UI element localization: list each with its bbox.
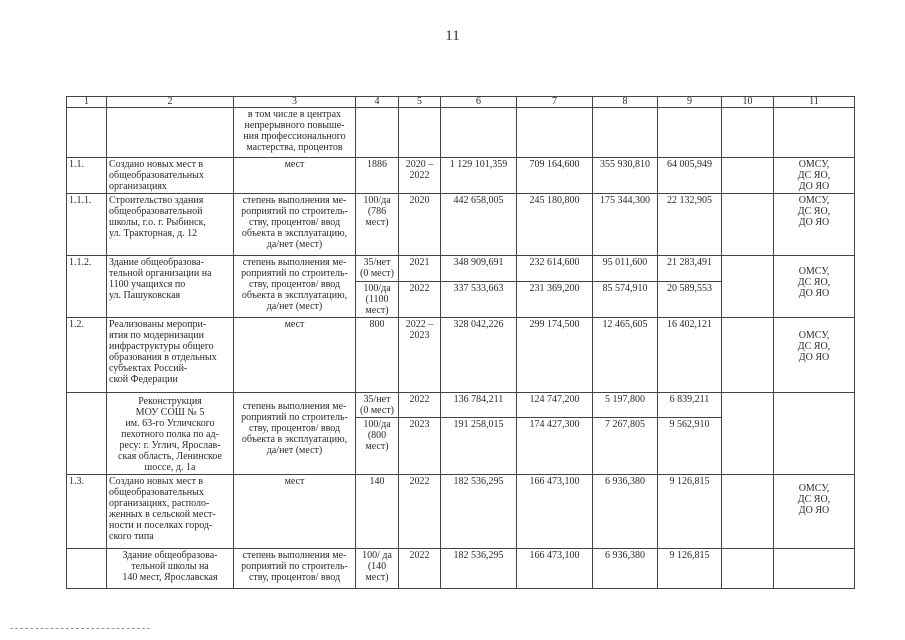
col-num-5: 5 xyxy=(399,97,441,108)
cell-c7: 174 427,300 xyxy=(517,418,593,475)
cell-name: Создано новых мест в общеобразовательных организациях, располо- женных в сельской мест- ности и поселках город- ского типа xyxy=(107,475,234,549)
cell-exec: ОМСУ, ДС ЯО, ДО ЯО xyxy=(774,194,855,256)
col-num-6: 6 xyxy=(441,97,517,108)
cell-c7: 166 473,100 xyxy=(517,475,593,549)
cell-c9: 21 283,491 xyxy=(658,256,722,282)
col-num-2: 2 xyxy=(107,97,234,108)
table-row xyxy=(67,318,855,393)
cell-c7 xyxy=(517,108,593,158)
cell-c7: 709 164,600 xyxy=(517,158,593,194)
cell-year: 2022 xyxy=(399,282,441,318)
table-row xyxy=(67,549,855,589)
cell-c7: 231 369,200 xyxy=(517,282,593,318)
cell-c8: 95 011,600 xyxy=(593,256,658,282)
cell-c8 xyxy=(593,108,658,158)
cell-num xyxy=(67,393,107,475)
cell-c10 xyxy=(722,194,774,256)
cell-name: Реализованы меропри- ятия по модернизации инфраструктуры общего образования в отдельных субъектах Россий- ской Федерации xyxy=(107,318,234,393)
cell-c6: 442 658,005 xyxy=(441,194,517,256)
cell-num: 1.1.2. xyxy=(67,256,107,318)
table-row xyxy=(67,108,855,158)
cell-c9: 9 126,815 xyxy=(658,549,722,589)
cell-c10 xyxy=(722,549,774,589)
cell-year: 2021 xyxy=(399,256,441,282)
cell-c8: 6 936,380 xyxy=(593,549,658,589)
cell-c9: 20 589,553 xyxy=(658,282,722,318)
cell-years: 2022 – 2023 xyxy=(399,318,441,393)
cell-exec xyxy=(774,393,855,475)
cell-c8: 12 465,605 xyxy=(593,318,658,393)
cell-value: 1886 xyxy=(356,158,399,194)
cell-value xyxy=(356,108,399,158)
cell-c9: 22 132,905 xyxy=(658,194,722,256)
col-num-8: 8 xyxy=(593,97,658,108)
table-row xyxy=(67,256,855,282)
cell-exec: ОМСУ, ДС ЯО, ДО ЯО xyxy=(774,475,855,549)
cell-c9: 6 839,211 xyxy=(658,393,722,418)
cell-num: 1.1.1. xyxy=(67,194,107,256)
cell-indicator: в том числе в центрах непрерывного повыше- ния профессионального мастерства, процентов xyxy=(234,108,356,158)
col-num-11: 11 xyxy=(774,97,855,108)
cell-c6: 1 129 101,359 xyxy=(441,158,517,194)
cell-exec: ОМСУ, ДС ЯО, ДО ЯО xyxy=(774,318,855,393)
cell-year: 2020 xyxy=(399,194,441,256)
cell-exec xyxy=(774,108,855,158)
cell-num xyxy=(67,108,107,158)
cell-year: 2022 xyxy=(399,549,441,589)
cell-c6: 337 533,663 xyxy=(441,282,517,318)
cell-value: 100/да (1100 мест) xyxy=(356,282,399,318)
cell-c7: 232 614,600 xyxy=(517,256,593,282)
cell-c6: 328 042,226 xyxy=(441,318,517,393)
table-row xyxy=(67,158,855,194)
cell-c10 xyxy=(722,393,774,475)
cell-name: Здание общеобразова- тельной школы на 140 мест, Ярославская xyxy=(107,549,234,589)
cell-c10 xyxy=(722,158,774,194)
cell-indicator: степень выполнения ме- роприятий по строитель- ству, процентов/ ввод объекта в эксплуатацию, да/нет (мест) xyxy=(234,194,356,256)
cell-c9: 9 126,815 xyxy=(658,475,722,549)
cell-c7: 245 180,800 xyxy=(517,194,593,256)
cell-name: Создано новых мест в общеобразовательных организациях xyxy=(107,158,234,194)
cell-num: 1.2. xyxy=(67,318,107,393)
cell-c6: 191 258,015 xyxy=(441,418,517,475)
table-row xyxy=(67,475,855,549)
page-number: 11 xyxy=(445,28,460,44)
cell-c9: 64 005,949 xyxy=(658,158,722,194)
cell-name: Здание общеобразова- тельной организации на 1100 учащихся по ул. Пашуковская xyxy=(107,256,234,318)
cell-name xyxy=(107,108,234,158)
col-num-4: 4 xyxy=(356,97,399,108)
cell-num xyxy=(67,549,107,589)
cell-c8: 5 197,800 xyxy=(593,393,658,418)
cell-c8: 6 936,380 xyxy=(593,475,658,549)
cell-c10 xyxy=(722,318,774,393)
cell-c8: 175 344,300 xyxy=(593,194,658,256)
cell-value: 140 xyxy=(356,475,399,549)
cell-name: Реконструкция МОУ СОШ № 5 им. 63-го Угличского пехотного полка по ад- ресу: г. Углич, Ярослав- ская область, Ленинское шоссе, д. 1а xyxy=(107,393,234,475)
scan-artifact-line xyxy=(10,628,150,630)
cell-num: 1.1. xyxy=(67,158,107,194)
cell-year: 2022 xyxy=(399,393,441,418)
cell-year: 2023 xyxy=(399,418,441,475)
cell-c7: 124 747,200 xyxy=(517,393,593,418)
cell-indicator: степень выполнения ме- роприятий по строитель- ству, процентов/ ввод объекта в эксплуатацию, да/нет (мест) xyxy=(234,256,356,318)
cell-c6: 348 909,691 xyxy=(441,256,517,282)
cell-year: 2022 xyxy=(399,475,441,549)
cell-c9 xyxy=(658,108,722,158)
cell-c10 xyxy=(722,256,774,318)
col-num-9: 9 xyxy=(658,97,722,108)
cell-num: 1.3. xyxy=(67,475,107,549)
cell-value: 35/нет (0 мест) xyxy=(356,393,399,418)
cell-value: 35/нет (0 мест) xyxy=(356,256,399,282)
cell-c8: 7 267,805 xyxy=(593,418,658,475)
col-num-10: 10 xyxy=(722,97,774,108)
cell-indicator: степень выполнения ме- роприятий по строитель- ству, процентов/ ввод xyxy=(234,549,356,589)
cell-c6 xyxy=(441,108,517,158)
table-row xyxy=(67,393,855,418)
cell-years: 2020 – 2022 xyxy=(399,158,441,194)
cell-c9: 9 562,910 xyxy=(658,418,722,475)
cell-indicator: мест xyxy=(234,158,356,194)
cell-value: 100/да (786 мест) xyxy=(356,194,399,256)
cell-c8: 355 930,810 xyxy=(593,158,658,194)
cell-c7: 166 473,100 xyxy=(517,549,593,589)
table-row xyxy=(67,194,855,256)
cell-value: 100/да (800 мест) xyxy=(356,418,399,475)
cell-year xyxy=(399,108,441,158)
cell-indicator: мест xyxy=(234,318,356,393)
cell-c6: 182 536,295 xyxy=(441,475,517,549)
cell-c10 xyxy=(722,108,774,158)
cell-c6: 182 536,295 xyxy=(441,549,517,589)
cell-exec: ОМСУ, ДС ЯО, ДО ЯО xyxy=(774,256,855,318)
cell-c7: 299 174,500 xyxy=(517,318,593,393)
cell-indicator: мест xyxy=(234,475,356,549)
column-number-row xyxy=(67,97,855,108)
program-table xyxy=(66,96,855,589)
cell-c8: 85 574,910 xyxy=(593,282,658,318)
col-num-7: 7 xyxy=(517,97,593,108)
cell-exec xyxy=(774,549,855,589)
cell-indicator: степень выполнения ме- роприятий по строитель- ству, процентов/ ввод объекта в эксплуатацию, да/нет (мест) xyxy=(234,393,356,475)
cell-exec: ОМСУ, ДС ЯО, ДО ЯО xyxy=(774,158,855,194)
col-num-1: 1 xyxy=(67,97,107,108)
cell-name: Строительство здания общеобразовательной школы, г.о. г. Рыбинск, ул. Тракторная, д. 12 xyxy=(107,194,234,256)
cell-value: 100/ да (140 мест) xyxy=(356,549,399,589)
col-num-3: 3 xyxy=(234,97,356,108)
cell-c10 xyxy=(722,475,774,549)
cell-c9: 16 402,121 xyxy=(658,318,722,393)
cell-c6: 136 784,211 xyxy=(441,393,517,418)
cell-value: 800 xyxy=(356,318,399,393)
